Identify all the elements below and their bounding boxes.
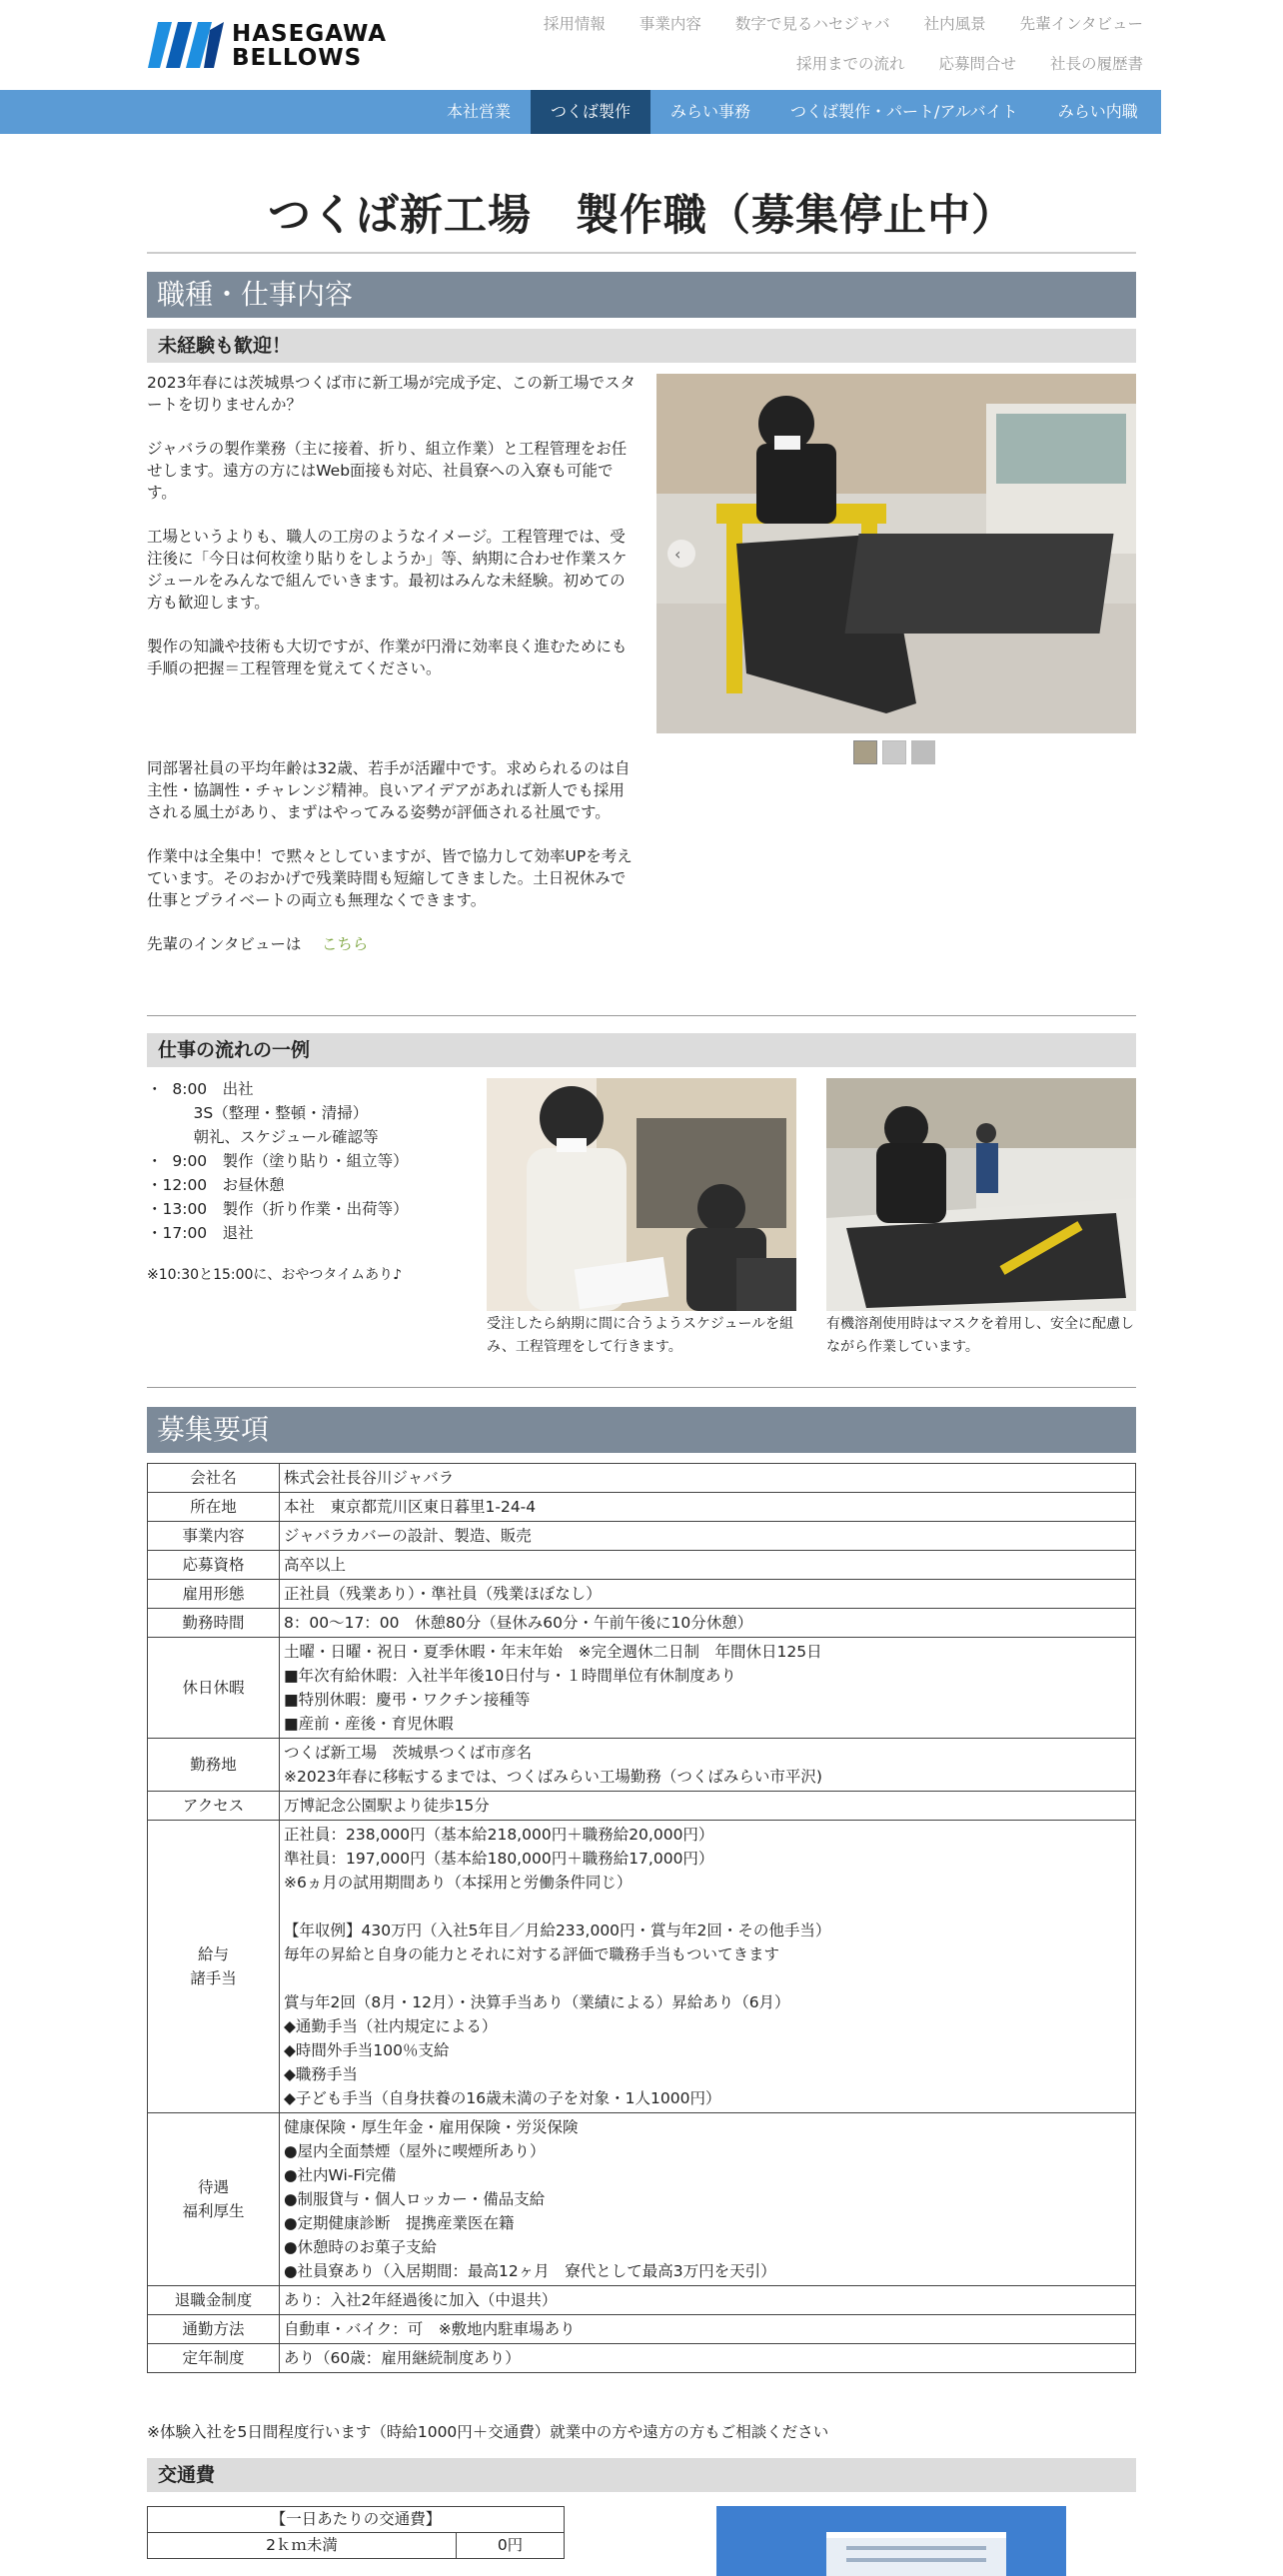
top-nav-link[interactable]: 採用までの流れ [795,55,905,73]
workshop-photo-slideshow [656,374,1136,733]
requirements-value-line: 8：00～17：00 休憩80分（昼休み60分・午前午後に10分休憩） [284,1614,753,1632]
slideshow-thumbnail[interactable] [853,740,877,764]
requirements-value-line: ◆時間外手当100％支給 [284,2041,450,2059]
requirements-row [148,1580,1136,1609]
fare-amount: 0円 [457,2533,565,2559]
nav-bar-end [1161,90,1283,134]
requirements-row [148,1551,1136,1580]
requirements-label: 待遇 福利厚生 [148,2113,280,2286]
svg-text:‹: ‹ [674,545,681,564]
top-nav-link[interactable]: 事業内容 [639,15,701,33]
requirements-value [280,1821,1136,2113]
subheading-welcome: 未経験も歓迎！ [147,329,1136,363]
top-nav-link[interactable]: 社長の履歴書 [1049,55,1143,73]
title-divider [147,252,1136,254]
company-logo[interactable] [148,21,388,71]
subheading-work-flow: 仕事の流れの一例 [147,1033,1136,1067]
site-header [0,0,1283,90]
requirements-row [148,1609,1136,1638]
requirements-value-line: ●屋内全面禁煙（屋外に喫煙所あり） [284,2142,546,2160]
team-description-text [147,757,637,955]
top-navigation [424,12,1143,92]
schedule-item: ・13:00 製作（折り作業・出荷等） [147,1200,409,1218]
section-divider [147,1015,1136,1016]
requirements-label: 勤務時間 [148,1609,280,1638]
paragraph: 工場というよりも、職人の工房のようなイメージ。工程管理では、受注後に「今日は何枚塗り貼りをしようか」等、納期に合わせ作業スケジュールをみんなで組んでいきます。最初はみんな未経験。初めての方も歓迎します。 [147,528,628,612]
requirements-row [148,1739,1136,1792]
schedule-item: ・17:00 退社 [147,1224,254,1242]
requirements-value-line: あり（60歳：雇用継続制度あり） [284,2349,521,2367]
scheduling-photo [487,1078,796,1311]
main-navigation-bar [0,90,1283,134]
fare-distance: 2ｋｍ未満 [148,2533,457,2559]
requirements-value-line: ※6ヵ月の試用期間あり（本採用と労働条件同じ） [284,1874,633,1892]
requirements-value-line: 毎年の昇給と自身の能力とそれに対する評価で職務手当もついてきます [284,1945,780,1963]
paragraph: 作業中は全集中！で黙々としていますが、皆で協力して効率UPを考えています。そのおかげで残業時間も短縮してきました。土日祝休みで仕事とプライベートの両立も無理なくできます。 [147,847,633,909]
requirements-label: 雇用形態 [148,1580,280,1609]
requirements-row [148,1792,1136,1821]
top-nav-link[interactable]: 社内風景 [923,15,986,33]
schedule-item: ・ 9:00 製作（塗り貼り・組立等） [147,1152,409,1170]
slideshow-thumbnail[interactable] [882,740,906,764]
daily-schedule [147,1077,477,1287]
requirements-label: 休日休暇 [148,1638,280,1739]
main-content [147,134,1136,2554]
requirements-row [148,2113,1136,2286]
requirements-value-line: ◆職務手当 [284,2065,358,2083]
slideshow-thumbnails [853,740,935,764]
requirements-value [280,2113,1136,2286]
requirements-value-line: 健康保険・厚生年金・雇用保険・労災保険 [284,2118,579,2136]
requirements-value [280,1464,1136,1493]
requirements-value [280,2286,1136,2315]
requirements-value-line [284,1895,1131,1919]
snack-time-note: ※10:30と15:00に、おやつタイムあり♪ [147,1267,403,1283]
requirements-value [280,2344,1136,2373]
requirements-value-line: ■特別休暇：慶弔・ワクチン接種等 [284,1691,531,1709]
fare-header-row [148,2507,565,2533]
requirements-value-line: ●定期健康診断 提携産業医在籍 [284,2214,515,2232]
requirements-value-line: ●制服貸与・個人ロッカー・備品支給 [284,2190,546,2208]
logo-wordmark: HASEGAWA BELLOWS [232,21,388,71]
requirements-value [280,1739,1136,1792]
requirements-value-line: ●社員寮あり（入居期間：最高12ヶ月 寮代として最高3万円を天引） [284,2262,776,2280]
requirements-row [148,1821,1136,2113]
trial-employment-note: ※体験入社を5日間程度行います（時給1000円＋交通費）就業中の方や遠方の方もご相談ください [147,2423,829,2441]
requirements-value [280,1493,1136,1522]
requirements-value-line: ◆子ども手当（自身扶養の16歳未満の子を対象・1人1000円） [284,2089,721,2107]
top-nav-link[interactable]: 先輩インタビュー [1019,15,1143,33]
requirements-value-line: ジャバラカバーの設計、製造、販売 [284,1527,532,1545]
requirements-label: 会社名 [148,1464,280,1493]
interview-link[interactable]: こちら [321,935,369,953]
requirements-value [280,2315,1136,2344]
requirements-label: 事業内容 [148,1522,280,1551]
requirements-value-line: 高卒以上 [284,1556,347,1574]
requirements-table [147,1463,1136,2373]
requirements-value-line: 準社員：197,000円（基本給180,000円＋職務給17,000円） [284,1850,714,1868]
main-nav-tab[interactable]: 本社営業 [447,102,512,121]
requirements-label: 所在地 [148,1493,280,1522]
subheading-transportation: 交通費 [147,2458,1136,2492]
schedule-item: 3S（整理・整頓・清掃） [147,1104,369,1122]
requirements-row [148,1522,1136,1551]
requirements-row [148,1638,1136,1739]
requirements-value [280,1792,1136,1821]
requirements-label: 勤務地 [148,1739,280,1792]
requirements-value-line: 【年収例】430万円（入社5年目／月給233,000円・賞与年2回・その他手当） [284,1922,831,1939]
requirements-value-line: 自動車・バイク：可 ※敷地内駐車場あり [284,2320,576,2338]
section-divider [147,1387,1136,1388]
top-nav-link[interactable]: 応募問合せ [938,55,1016,73]
gluing-photo-image [826,1078,1136,1311]
schedule-item: 朝礼、スケジュール確認等 [147,1128,379,1146]
fare-table-title: 【一日あたりの交通費】 [148,2507,565,2533]
requirements-label: 退職金制度 [148,2286,280,2315]
gluing-photo-caption: 有機溶剤使用時はマスクを着用し、安全に配慮しながら作業しています。 [826,1316,1134,1355]
section-heading-job-description: 職種・仕事内容 [147,272,1136,318]
gluing-photo [826,1078,1136,1311]
requirements-label: 応募資格 [148,1551,280,1580]
requirements-value [280,1522,1136,1551]
paragraph: 製作の知識や技術も大切ですが、作業が円滑に効率良く進むためにも手順の把握＝工程管理を覚えてください。 [147,638,628,677]
requirements-label: 給与 諸手当 [148,1821,280,2113]
requirements-row [148,2344,1136,2373]
paragraph: ジャバラの製作業務（主に接着、折り、組立作業）と工程管理をお任せします。遠方の方にはWeb面接も対応、社員寮への入寮も可能です。 [147,440,628,502]
requirements-value-line: ※2023年春に移転するまでは、つくばみらい工場勤務（つくばみらい市平沢) [284,1768,822,1786]
logo-mark-icon [148,22,224,68]
main-nav-tab[interactable]: みらい事務 [670,102,751,121]
requirements-value-line: ●休憩時のお菓子支給 [284,2238,438,2256]
requirements-value [280,1551,1136,1580]
workshop-photo [656,374,1136,733]
requirements-value-line [284,1966,1131,1990]
fare-row [148,2533,565,2559]
requirements-label: アクセス [148,1792,280,1821]
requirements-value-line: 万博記念公園駅より徒歩15分 [284,1797,490,1815]
section-heading-requirements: 募集要項 [147,1407,1136,1453]
requirements-row [148,1464,1136,1493]
requirements-label: 定年制度 [148,2344,280,2373]
scheduling-photo-image [487,1078,796,1311]
main-nav-tab[interactable]: みらい内職 [1057,102,1138,121]
requirements-value-line: あり：入社2年経過後に加入（中退共） [284,2291,558,2309]
slideshow-thumbnail[interactable] [911,740,935,764]
requirements-value-line: 土曜・日曜・祝日・夏季休暇・年末年始 ※完全週休二日制 年間休日125日 [284,1643,822,1661]
requirements-row [148,1493,1136,1522]
job-description-text [147,372,637,701]
schedule-item: ・ 8:00 出社 [147,1080,254,1098]
requirements-value-line: ◆通勤手当（社内規定による） [284,2017,498,2035]
requirements-value-line: つくば新工場 茨城県つくば市彦名 [284,1744,533,1762]
scheduling-photo-caption: 受注したら納期に間に合うようスケジュールを組み、工程管理をして行きます。 [487,1316,794,1355]
requirements-row [148,2315,1136,2344]
schedule-item: ・12:00 お昼休憩 [147,1176,285,1194]
requirements-value [280,1609,1136,1638]
requirements-value-line: 本社 東京都荒川区東日暮里1-24-4 [284,1498,537,1516]
requirements-value [280,1580,1136,1609]
main-nav-tab[interactable]: つくば製作 [531,90,650,134]
requirements-value-line: ■産前・産後・育児休暇 [284,1715,454,1733]
requirements-value [280,1638,1136,1739]
requirements-value-line: 正社員（残業あり）・準社員（残業ほぼなし） [284,1585,602,1603]
requirements-value-line: 賞与年2回（8月・12月）・決算手当あり（業績による）昇給あり（6月） [284,1993,790,2011]
paragraph: 同部署社員の平均年齢は32歳、若手が活躍中です。求められるのは自主性・協調性・チャレンジ精神。良いアイデアがあれば新人でも採用される風土があり、まずはやってみる姿勢が評価される社風です。 [147,759,631,821]
interview-line: 先輩のインタビューは こちら [147,935,369,953]
paragraph: 2023年春には茨城県つくば市に新工場が完成予定、この新工場でスタートを切りませんか？ [147,374,636,414]
page-title: つくば新工場 製作職（募集停止中） [268,191,1015,241]
main-nav-tab[interactable]: つくば製作・パート/アルバイト [790,102,1018,121]
requirements-value-line: ●社内Wi-Fi完備 [284,2166,397,2184]
transportation-fare-table [147,2506,565,2559]
top-nav-link[interactable]: 採用情報 [543,15,606,33]
requirements-row [148,2286,1136,2315]
top-nav-link[interactable]: 数字で見るハセジャバ [734,15,890,33]
requirements-value-line: 正社員：238,000円（基本給218,000円＋職務給20,000円） [284,1826,714,1844]
requirements-label: 通勤方法 [148,2315,280,2344]
requirements-value-line: 株式会社長谷川ジャバラ [284,1469,455,1487]
requirements-value-line: ■年次有給休暇：入社半年後10日付与・１時間単位有休制度あり [284,1667,736,1685]
